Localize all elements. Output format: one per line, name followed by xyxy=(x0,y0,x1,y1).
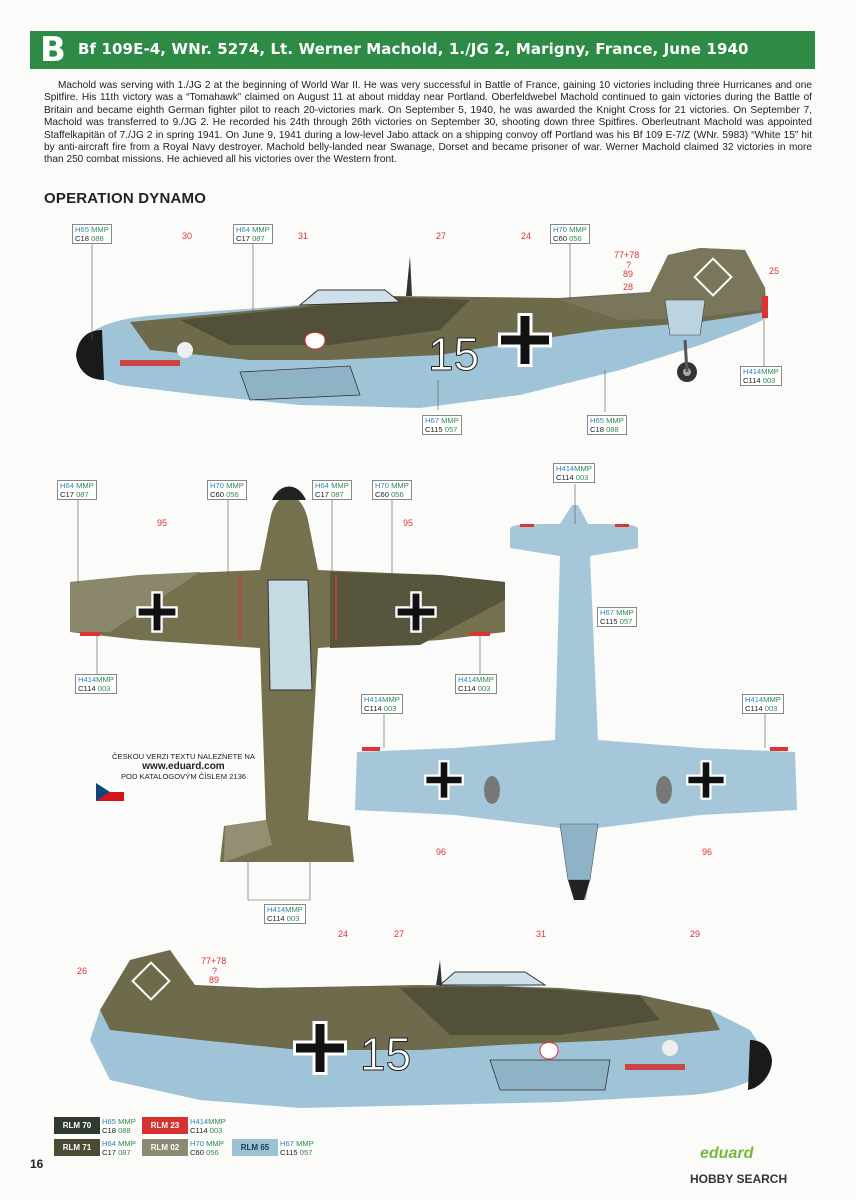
decal-number: 29 xyxy=(690,929,701,939)
swatch-rlm02: RLM 02 xyxy=(142,1139,188,1156)
callout-h65-top: H65 MMP C18 088 xyxy=(72,224,112,244)
eduard-logo: eduard xyxy=(700,1145,754,1162)
scheme-title: Bf 109E-4, WNr. 5274, Lt. Werner Machold, 1./JG 2, Marigny, France, June 1940 xyxy=(78,40,749,58)
decal-number: 26 xyxy=(77,966,88,976)
decal-number: 77+78 xyxy=(201,956,227,966)
decal-number: 96 xyxy=(436,847,447,857)
callout-h414-under-left: H414MMP C114 003 xyxy=(361,694,403,714)
callout-h64-wing-right: H64 MMP C17 087 xyxy=(312,480,352,500)
decal-number: 25 xyxy=(769,266,780,276)
decal-number: 89 xyxy=(623,269,634,279)
callout-h70-wing-right: H70 MMP C60 056 xyxy=(372,480,412,500)
section-title: OPERATION DYNAMO xyxy=(44,190,207,207)
scheme-letter: B xyxy=(40,30,66,70)
callout-h64-wing-left: H64 MMP C17 087 xyxy=(57,480,97,500)
decal-number: 95 xyxy=(403,518,414,528)
legend-rlm65-codes: H67 MMP C115 057 xyxy=(280,1139,314,1157)
decal-number: 31 xyxy=(298,231,309,241)
czech-version-note: ČESKOU VERZI TEXTU NALEZNETE NA www.eduard.com POD KATALOGOVÝM ČÍSLEM 2136 xyxy=(96,752,271,782)
callout-h70-wing-left: H70 MMP C60 056 xyxy=(207,480,247,500)
legend-rlm70-codes: H65 MMP C18 088 xyxy=(102,1117,136,1135)
legend-rlm02-codes: H70 MMP C60 056 xyxy=(190,1139,224,1157)
callout-h70-top: H70 MMP C60 056 xyxy=(550,224,590,244)
callout-h65-belly: H65 MMP C18 088 xyxy=(587,415,627,435)
pilot-biography: Machold was serving with 1./JG 2 at the beginning of World War II. He was very successful in Battle of France, gaining 10 victories including three Hurricanes and one Spitfire. His 11th victory was a “Tomahawk” claimed on August 11 at about midday near Portland. Oberfeldwebel Machold continued to gain victories during the Battle of Britain and became eighth German fighter pilot to reach 20-victories mark. On September 5, 1940, he was awarded the Knight Cross for 21 victories. On September 7, Machold was transferred to 9./JG 2. He recorded his 24th through 26th victories on September 30, shooting down three Spitfires. Oberleutnant Machold was appointed Staffelkapitän of 7./JG 2 in spring 1941. On June 9, 1941 during a low-level Jabo attack on a shipping convoy off Portland was his Bf 109 E-7/Z (WNr. 5983) “White 15” hit by anti-aircraft fire from a Royal Navy destroyer. Machold belly-landed near Swanage, Dorset and became prisoner of war. Werner Machold claimed 32 victories in more than 250 combat missions. He achieved all his victories over the Western front. xyxy=(44,80,812,166)
decal-number: ? xyxy=(626,260,632,270)
legend-rlm71-codes: H64 MMP C17 087 xyxy=(102,1139,136,1157)
decal-number: 27 xyxy=(436,231,447,241)
decal-number: 31 xyxy=(536,929,547,939)
decal-number: 24 xyxy=(521,231,532,241)
callout-h64-top: H64 MMP C17 087 xyxy=(233,224,273,244)
eduard-link[interactable]: www.eduard.com xyxy=(142,761,225,772)
decal-number: 96 xyxy=(702,847,713,857)
right-side-profile xyxy=(90,950,772,1108)
swatch-rlm70: RLM 70 xyxy=(54,1117,100,1134)
swatch-rlm23: RLM 23 xyxy=(142,1117,188,1134)
side-code-bottom: 15 xyxy=(360,1028,412,1080)
callout-h414-top: H414MMP C114 003 xyxy=(740,366,782,386)
page-number: 16 xyxy=(30,1157,44,1171)
decal-number: 95 xyxy=(157,518,168,528)
swatch-rlm65: RLM 65 xyxy=(232,1139,278,1156)
side-code-top: 15 xyxy=(428,328,480,380)
czech-flag-icon xyxy=(96,783,124,801)
decal-number: ? xyxy=(212,966,218,976)
decal-number: 30 xyxy=(182,231,193,241)
callout-h414-wingtip-left: H414MMP C114 003 xyxy=(75,674,117,694)
callout-h414-wingtip-right: H414MMP C114 003 xyxy=(455,674,497,694)
decal-number: 28 xyxy=(623,282,634,292)
callout-h414-tail-top: H414MMP C114 003 xyxy=(264,904,306,924)
bottom-view xyxy=(355,505,797,900)
callout-h67-top: H67 MMP C115 057 xyxy=(422,415,462,435)
callout-h414-under-right: H414MMP C114 003 xyxy=(742,694,784,714)
decal-number: 77+78 xyxy=(614,250,640,260)
hobby-search-watermark: HOBBY SEARCH xyxy=(690,1172,788,1186)
callout-h414-tailplane: H414MMP C114 003 xyxy=(553,463,595,483)
swatch-rlm71: RLM 71 xyxy=(54,1139,100,1156)
decal-number: 27 xyxy=(394,929,405,939)
left-side-profile xyxy=(76,248,768,408)
callout-h67-underside: H67 MMP C115 057 xyxy=(597,607,637,627)
decal-number: 89 xyxy=(209,975,220,985)
legend-rlm23-codes: H414MMP C114 003 xyxy=(190,1117,226,1135)
decal-number: 24 xyxy=(338,929,349,939)
